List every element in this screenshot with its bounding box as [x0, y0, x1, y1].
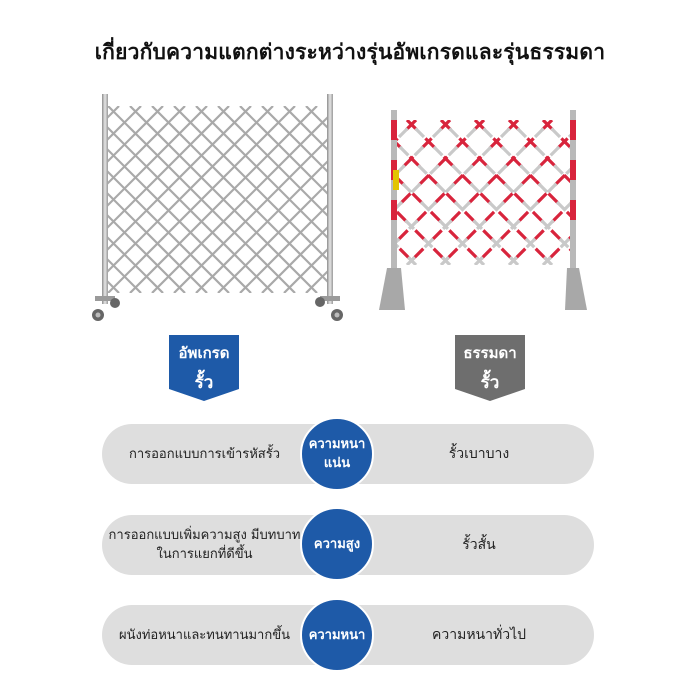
category-circle-thickness: ความหนา [300, 598, 374, 672]
normal-feature-text: รั้วสั้น [462, 537, 496, 553]
upgrade-feature-text: ผนังท่อหนาและทนทานมากขึ้น [118, 627, 291, 643]
upgrade-feature-text: การออกแบบเพิ่มความสูง มีบทบาทในการแยกที่ดีขึ้น [108, 528, 301, 562]
normal-badge-sublabel: รั้ว [480, 373, 500, 393]
upgrade-feature-text: การออกแบบการเข้ารหัสรั้ว [128, 446, 281, 462]
category-circle-height: ความสูง [300, 507, 374, 581]
upgrade-badge [169, 335, 239, 401]
normal-barrier-image [365, 100, 595, 322]
upgrade-badge-sublabel: รั้ว [194, 373, 214, 393]
normal-feature-text: รั้วเบาบาง [448, 446, 510, 462]
page-title: เกี่ยวกับความแตกต่างระหว่างรุ่นอัพเกรดและรุ่นธรรมดา [94, 40, 606, 64]
normal-badge-label: ธรรมดา [463, 344, 517, 362]
category-circle-density: ความหนาแน่น [300, 417, 374, 491]
normal-feature-text: ความหนาทั่วไป [432, 627, 526, 643]
upgrade-badge-label: อัพเกรด [178, 344, 230, 362]
normal-badge [455, 335, 525, 401]
upgraded-barrier-image [80, 88, 350, 328]
